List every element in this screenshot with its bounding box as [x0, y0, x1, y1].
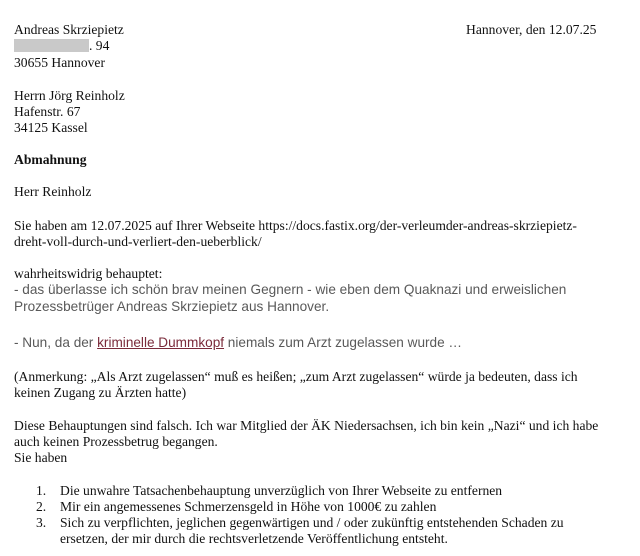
sender-name: Andreas Skrziepietz — [14, 22, 124, 37]
remark-line-1: (Anmerkung: „Als Arzt zugelassen“ muß es heißen; „zum Arzt zugelassen“ würde ja bedeuten, dass ich — [14, 369, 578, 384]
sender-city: 30655 Hannover — [14, 55, 105, 70]
sender-street — [14, 38, 109, 54]
quote1-line-1: - das überlasse ich schön brav meinen Gegnern - wie eben dem Quaknazi und erweislichen — [14, 282, 567, 297]
list-item-number: 2. — [36, 499, 47, 514]
salutation: Herr Reinholz — [14, 184, 92, 199]
quote2-before: - Nun, da der — [14, 335, 98, 350]
intro-line-2: dreht-voll-durch-und-verliert-den-ueberblick/ — [14, 234, 262, 249]
intro-line-1: Sie haben am 12.07.2025 auf Ihrer Webseite https://docs.fastix.org/der-verleumder-andreas-skrziepietz- — [14, 218, 577, 233]
recipient-name: Herrn Jörg Reinholz — [14, 88, 125, 103]
claim-lead: wahrheitswidrig behauptet: — [14, 266, 163, 281]
sender-street-suffix: . 94 — [89, 38, 110, 53]
recipient-street: Hafenstr. 67 — [14, 104, 81, 119]
quote2 — [14, 335, 462, 351]
quote1-line-2: Prozessbetrüger Andreas Skrziepietz aus Hannover. — [14, 299, 330, 314]
list-item-text: Sich zu verpflichten, jeglichen gegenwärtigen und / oder zukünftig entstehenden Schaden zu — [60, 515, 564, 530]
rebuttal-line-3: Sie haben — [14, 450, 68, 465]
recipient-city: 34125 Kassel — [14, 120, 88, 135]
subject-heading: Abmahnung — [14, 152, 87, 167]
place-date: Hannover, den 12.07.25 — [466, 22, 597, 37]
redacted-street — [14, 39, 89, 52]
remark-line-2: keinen Zugang zu Ärzten hatte) — [14, 385, 187, 400]
quote2-after: niemals zum Arzt zugelassen wurde … — [224, 335, 463, 350]
list-item-text-cont: ersetzen, der mir durch die rechtsverletzende Veröffentlichung entsteht. — [60, 531, 448, 546]
quote2-link[interactable]: kriminelle Dummkopf — [97, 335, 225, 350]
list-item-number: 1. — [36, 483, 47, 498]
rebuttal-line-1: Diese Behauptungen sind falsch. Ich war Mitglied der ÄK Niedersachsen, ich bin kein „Nazi“ und ich habe — [14, 418, 599, 433]
list-item-text: Die unwahre Tatsachenbehauptung unverzüglich von Ihrer Webseite zu entfernen — [60, 483, 503, 498]
list-item-number: 3. — [36, 515, 47, 530]
list-item-text: Mir ein angemessenes Schmerzensgeld in Höhe von 1000€ zu zahlen — [60, 499, 437, 514]
rebuttal-line-2: auch keinen Prozessbetrug begangen. — [14, 434, 218, 449]
